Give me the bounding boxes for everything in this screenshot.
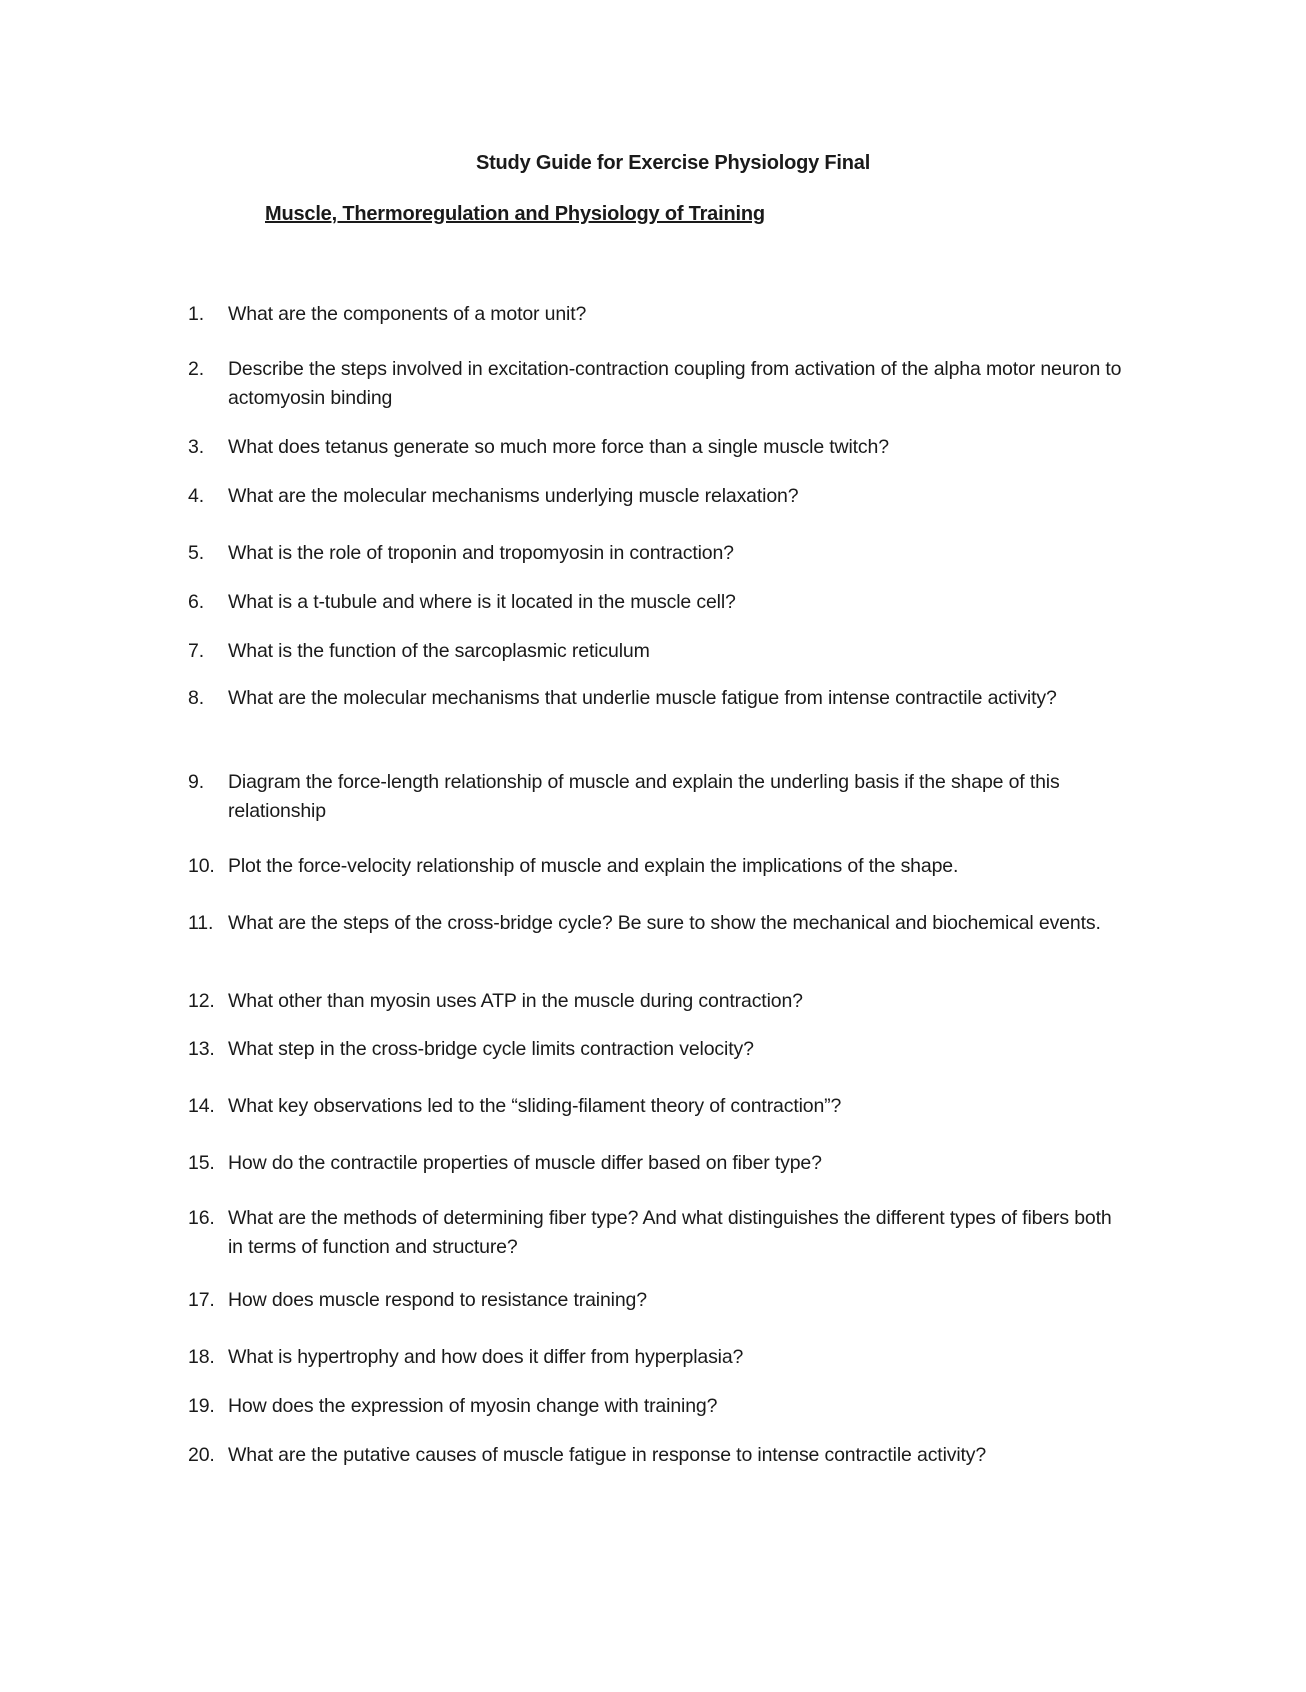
question-item (188, 539, 1128, 568)
question-text: What are the methods of determining fiber type? And what distinguishes the different types of fibers both in terms of function and structure? (228, 1207, 1112, 1258)
question-number: 4. (188, 485, 204, 507)
question-item (188, 852, 1128, 881)
question-item (188, 588, 1128, 617)
document-subtitle: Muscle, Thermoregulation and Physiology of Training (265, 203, 765, 225)
question-text: What key observations led to the “sliding-filament theory of contraction”? (228, 1095, 842, 1117)
question-item (188, 355, 1128, 413)
question-item (188, 482, 1128, 511)
document-title: Study Guide for Exercise Physiology Final (475, 152, 871, 174)
question-text: How do the contractile properties of muscle differ based on fiber type? (228, 1152, 822, 1174)
question-item (188, 987, 1128, 1016)
question-number: 13. (188, 1038, 215, 1060)
question-item (188, 1204, 1128, 1262)
question-number: 15. (188, 1152, 215, 1174)
question-text: What is the function of the sarcoplasmic reticulum (228, 640, 650, 662)
question-number: 16. (188, 1207, 215, 1229)
question-number: 1. (188, 303, 204, 325)
question-text: How does muscle respond to resistance training? (228, 1289, 647, 1311)
question-item (188, 1392, 1128, 1421)
question-item (188, 768, 1128, 826)
question-number: 19. (188, 1395, 215, 1417)
question-item (188, 637, 1128, 666)
question-number: 8. (188, 687, 204, 709)
question-text: What is hypertrophy and how does it differ from hyperplasia? (228, 1346, 744, 1368)
question-text: What are the molecular mechanisms that underlie muscle fatigue from intense contractile activity? (228, 687, 1057, 709)
question-text: How does the expression of myosin change with training? (228, 1395, 718, 1417)
question-text: What is a t-tubule and where is it located in the muscle cell? (228, 591, 736, 613)
question-item (188, 1149, 1128, 1178)
question-number: 7. (188, 640, 204, 662)
question-number: 18. (188, 1346, 215, 1368)
question-number: 9. (188, 771, 204, 793)
question-item (188, 433, 1128, 462)
question-text: What are the putative causes of muscle fatigue in response to intense contractile activity? (228, 1444, 987, 1466)
question-item (188, 300, 1128, 329)
question-number: 5. (188, 542, 204, 564)
question-number: 10. (188, 855, 215, 877)
question-number: 14. (188, 1095, 215, 1117)
question-item (188, 1286, 1128, 1315)
question-number: 2. (188, 358, 204, 380)
question-text: What are the molecular mechanisms underlying muscle relaxation? (228, 485, 799, 507)
question-text: What are the components of a motor unit? (228, 303, 587, 325)
question-number: 12. (188, 990, 215, 1012)
question-text: What are the steps of the cross-bridge cycle? Be sure to show the mechanical and biochemical events. (228, 912, 1101, 934)
question-text: What is the role of troponin and tropomyosin in contraction? (228, 542, 734, 564)
question-item (188, 1092, 1128, 1121)
question-number: 11. (188, 912, 214, 934)
question-item (188, 1035, 1128, 1064)
question-item (188, 1343, 1128, 1372)
question-text: Plot the force-velocity relationship of muscle and explain the implications of the shape. (228, 855, 959, 877)
question-item (188, 684, 1128, 713)
question-number: 6. (188, 591, 204, 613)
question-item (188, 1441, 1128, 1470)
question-text: What does tetanus generate so much more force than a single muscle twitch? (228, 436, 889, 458)
question-text: Describe the steps involved in excitation-contraction coupling from activation of the alpha motor neuron to actomyosin binding (228, 358, 1122, 409)
question-number: 17. (188, 1289, 215, 1311)
question-number: 20. (188, 1444, 215, 1466)
question-text: Diagram the force-length relationship of muscle and explain the underling basis if the shape of this relationship (228, 771, 1060, 822)
question-number: 3. (188, 436, 204, 458)
question-text: What other than myosin uses ATP in the muscle during contraction? (228, 990, 803, 1012)
question-item (188, 909, 1128, 938)
question-text: What step in the cross-bridge cycle limits contraction velocity? (228, 1038, 754, 1060)
